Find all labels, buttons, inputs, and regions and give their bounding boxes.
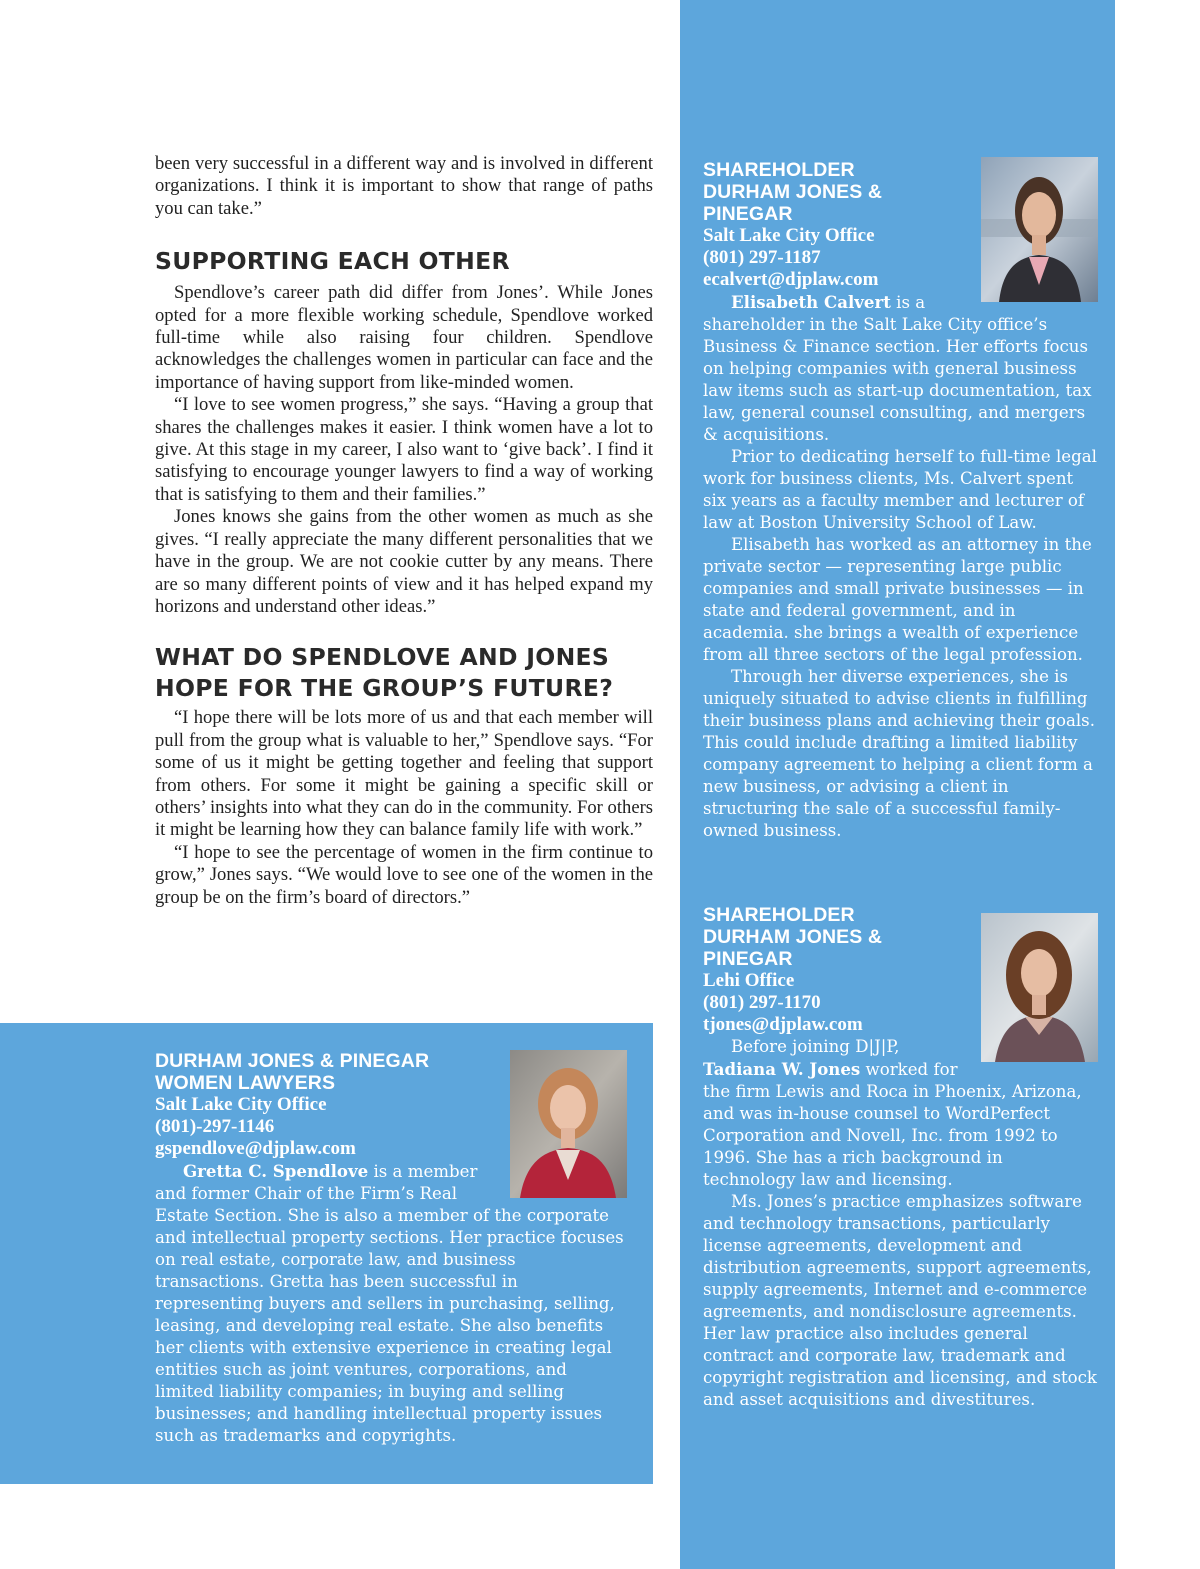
calvert-firm: DURHAM JONES & PINEGAR	[703, 181, 883, 225]
spendlove-email: gspendlove@djplaw.com	[155, 1138, 356, 1159]
jones-lead-before: Before joining D|J|P,	[731, 1037, 900, 1056]
future-paragraph-2: “I hope to see the percentage of women in the firm continue to grow,” Jones says. “We would love to see one of the women in the group be on the firm’s board of directors.”	[155, 841, 653, 908]
spendlove-group: WOMEN LAWYERS	[155, 1072, 336, 1094]
bio-spendlove	[155, 1050, 627, 1447]
heading-future-line-2: HOPE FOR THE GROUP’S FUTURE?	[155, 674, 614, 703]
spendlove-name: Gretta C. Spendlove	[183, 1161, 369, 1181]
supporting-paragraph-2: “I love to see women progress,” she says. “Having a group that shares the challenges makes it easier. I think women have a lot to give. At this stage in my career, I also want to ‘give back’. I find it satisfying to encourage younger lawyers to find a way of working that is satisfying to them and their families.”	[155, 394, 653, 505]
calvert-paragraph-3: Through her diverse experiences, she is uniquely situated to advise clients in fulfilling their business plans and achieving their goals. This could include drafting a limited liability company agreement to helping a client form a new business, or advising a client in structuring the sale of a successful family-owned business.	[703, 667, 1095, 840]
bio-jones	[703, 904, 1098, 1411]
jones-phone: (801) 297-1170	[703, 992, 821, 1013]
jones-lead-text: worked for the firm Lewis and Roca in Phoenix, Arizona, and was in-house counsel to WordPerfect Corporation and Novell, Inc. from 1992 to 1996. She has a rich background in technology law and licensing.	[703, 1060, 1082, 1189]
spendlove-office: Salt Lake City Office	[155, 1094, 327, 1115]
portrait-calvert	[981, 157, 1098, 302]
portrait-jones	[981, 913, 1098, 1062]
intro-paragraph: been very successful in a different way and is involved in different organizations. I think it is important to show that range of paths you can take.”	[155, 153, 653, 219]
calvert-paragraph-1: Prior to dedicating herself to full-time legal work for business clients, Ms. Calvert spent six years as a faculty member and lecturer of law at Boston University School of Law.	[703, 447, 1097, 532]
calvert-lead-text: is a shareholder in the Salt Lake City office’s Business & Finance section. Her efforts focus on helping companies with general business law items such as start-up documentation, tax law, general counsel consulting, and mergers & acquisitions.	[703, 293, 1092, 444]
portrait-spendlove-image	[510, 1050, 627, 1198]
supporting-paragraph-1: Spendlove’s career path did differ from Jones’. While Jones opted for a more flexible working schedule, Spendlove worked full-time while also raising four children. Spendlove acknowledges the challenges women in particular can face and the importance of having support from like-minded women.	[155, 282, 653, 393]
calvert-phone: (801) 297-1187	[703, 247, 821, 268]
bio-calvert	[703, 159, 1098, 842]
spendlove-firm: DURHAM JONES & PINEGAR	[155, 1050, 430, 1072]
jones-firm: DURHAM JONES & PINEGAR	[703, 926, 883, 970]
jones-office: Lehi Office	[703, 970, 795, 991]
calvert-email: ecalvert@djplaw.com	[703, 269, 879, 290]
heading-supporting-each-other: SUPPORTING EACH OTHER	[155, 247, 510, 276]
spendlove-phone: (801)-297-1146	[155, 1116, 275, 1137]
jones-paragraph-1: Ms. Jones’s practice emphasizes software and technology transactions, particularly license agreements, development and distribution agreements, support agreements, supply agreements, Internet and e-commerce agreements, and nondisclosure agreements. Her law practice also includes general contract and corporate law, trademark and copyright registration and licensing, and stock and asset acquisitions and divestitures.	[703, 1192, 1097, 1409]
spendlove-lead-text: is a member and former Chair of the Firm’s Real Estate Section. She is also a member of the corporate and intellectual property sections. Her practice focuses on real estate, corporate law, and business transactions. Gretta has been successful in representing buyers and sellers in purchasing, selling, leasing, and developing real estate. She also benefits her clients with extensive experience in creating legal entities such as joint ventures, corporations, and limited liability companies; in buying and selling businesses; and handling intellectual property issues such as trademarks and copyrights.	[155, 1162, 624, 1445]
jones-title: SHAREHOLDER	[703, 904, 855, 926]
article-column	[155, 153, 653, 909]
heading-future	[155, 642, 653, 704]
calvert-name: Elisabeth Calvert	[731, 292, 891, 312]
future-paragraph-1: “I hope there will be lots more of us and that each member will pull from the group what is valuable to her,” Spendlove says. “For some of us it might be getting together and feeling that support from others. For some it might be gaining a specific skill or others’ insights into what they can do in the community. For others it might be learning how they can balance family life with work.”	[155, 707, 653, 841]
spendlove-lead-paragraph	[155, 1160, 627, 1447]
calvert-lead-paragraph	[703, 291, 1098, 446]
supporting-paragraph-3: Jones knows she gains from the other women as much as she gives. “I really appreciate the many different personalities that we have in the group. We are not cookie cutter by any means. There are so many different points of view and it has helped expand my horizons and understand other ideas.”	[155, 506, 653, 617]
jones-email: tjones@djplaw.com	[703, 1014, 863, 1035]
jones-name: Tadiana W. Jones	[703, 1059, 861, 1079]
heading-future-line-1: WHAT DO SPENDLOVE AND JONES	[155, 643, 610, 672]
portrait-jones-image	[981, 913, 1098, 1062]
portrait-calvert-image	[981, 157, 1098, 302]
portrait-spendlove	[510, 1050, 627, 1198]
calvert-title: SHAREHOLDER	[703, 159, 855, 181]
calvert-paragraph-2: Elisabeth has worked as an attorney in the private sector — representing large public companies and small private businesses — in state and federal government, and in academia. she brings a wealth of experience from all three sectors of the legal profession.	[703, 535, 1092, 664]
calvert-office: Salt Lake City Office	[703, 225, 875, 246]
